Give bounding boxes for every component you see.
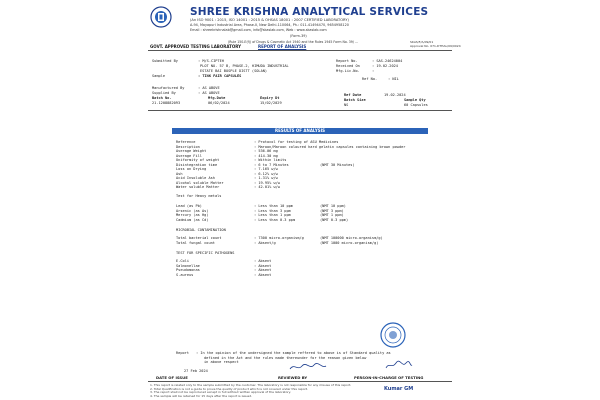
sample-value: : TINK FAIR CAPSULES (198, 74, 242, 78)
form-number: (Form-39) (290, 34, 307, 38)
pathogen-label: S.aureus (176, 272, 194, 277)
microbial-label: Total bacterial count (176, 236, 222, 240)
govt-approved-label: GOVT. APPROVED TESTING LABORATORY (150, 44, 242, 49)
pathogen-label: Pseudomonas (176, 268, 200, 272)
result-label: Description (176, 144, 200, 149)
pathogen-value: : Absent (254, 259, 272, 263)
microbial-value: : 7300 micro-organism/g (254, 236, 304, 240)
microbial-spec: (NMT 100000 micro-organism/g) (320, 236, 383, 240)
remark-label: Report (176, 351, 189, 355)
pathogen-title: TEST FOR SPECIFIC PATHOGENS (176, 251, 235, 255)
heavy-metal-label: Mercury (as Hg) (176, 213, 209, 217)
heavy-metals-title: Test for Heavy metals (176, 194, 222, 198)
address-line-2: ESTATE BAI BOSPLE DISTT (SOLAN) (200, 69, 268, 73)
heavy-metal-label: Arsenic (as As) (176, 208, 209, 213)
ref-no-label: Ref No. (362, 77, 378, 81)
pathogen-value: : Absent (254, 263, 272, 268)
heavy-metal-value: : Less than 0.3 ppm (254, 217, 296, 222)
license-line: (Rule 150-E(f)) of Drugs & Cosmetic Act 1940 and the Rules 1945 Form No. 39/ ... (228, 40, 358, 44)
date-of-issue-label: DATE OF ISSUE (156, 375, 188, 380)
header-divider (148, 50, 452, 51)
address-line-1: PLOT NO. 57 B, PHASE-2, HIMUDA INDUSTRIAL (200, 64, 289, 68)
issue-date: 27 Feb 2024 (184, 369, 208, 373)
footer-note: 3. The report shall not be reproduced except in full without written approval of the laboratory. (150, 390, 291, 394)
sample-qty-value: 60 Capsules (404, 103, 428, 107)
certification-line: (An ISO 9001 : 2015, ISO 14001 : 2015 & OHSAS 18001 : 2007 CERTIFIED LABORATORY) (190, 18, 349, 22)
result-value: : 7.165 w/w (254, 167, 278, 171)
pathogen-label: Salmonellae (176, 263, 200, 268)
result-value: : 414.30 mg (254, 153, 278, 158)
manufactured-by-value: : AS ABOVE (198, 86, 220, 90)
result-label: Water soluble Matter (176, 185, 220, 189)
expiry-date-value: 15/02/2029 (260, 101, 282, 105)
result-label: Acid Insoluble Ash (176, 176, 215, 180)
footer-divider (148, 381, 452, 382)
heavy-metal-label: Cadmium (as Cd) (176, 217, 209, 222)
heavy-metal-label: Lead (as Pb) (176, 204, 202, 208)
submitted-by-label: Submitted By (152, 59, 178, 63)
info-divider (148, 110, 452, 111)
submitted-by-value: : M/S.CIPTEH (198, 59, 224, 63)
report-no-label: Report No. (336, 59, 358, 63)
remark-line-3: in above respect (204, 360, 239, 364)
result-value: : 536.06 mg (254, 149, 278, 153)
result-value: : Within limits (254, 158, 287, 162)
result-value: : Maroon/Maroon coloured hard gelatin capsules containing brown powder (254, 144, 406, 149)
result-label: Disintegration time (176, 162, 218, 167)
mfg-lic-label: Mfg.Lic.No. (336, 69, 360, 73)
remark-line-2: defined in the Act and the rules made thereunder for the reason given below (204, 355, 367, 360)
pathogen-value: : Absent (254, 268, 272, 272)
supplied-by-label: Supplied By (152, 91, 176, 95)
company-logo-icon (150, 6, 172, 28)
company-contact: Email : shreekrishnalab@gmail.com, info@skaslab.com, Web : www.skaslab.com (190, 28, 327, 32)
pathogen-value: : Absent (254, 272, 272, 277)
result-value: : 1.31% w/w (254, 176, 278, 180)
result-value: : 6.12% w/w (254, 171, 278, 176)
manufactured-by-label: Manufactured By (152, 86, 185, 90)
doc-code: SKAS/F/A/09/01 (410, 40, 434, 44)
company-name: SHREE KRISHNA ANALYTICAL SERVICES (190, 6, 429, 18)
heavy-metal-value: : Less than 10 ppm (254, 204, 293, 208)
expiry-date-label: Expiry Dt (260, 96, 280, 100)
result-spec: (NMT 30 Minutes) (320, 162, 355, 167)
sample-qty-label: Sample Qty (404, 98, 426, 102)
signatory-name: Kumar GM (384, 386, 414, 392)
supplied-by-value: : AS ABOVE (198, 91, 220, 95)
result-label: Alcohol soluble Matter (176, 180, 224, 185)
report-title: REPORT OF ANALYSIS (258, 44, 307, 49)
microbial-title: MICROBIAL CONTAMINATION (176, 228, 226, 232)
laboratory-seal-icon (380, 322, 406, 348)
heavy-metal-spec: (NMT 3 ppm) (320, 208, 344, 213)
ref-date-label: Ref Date (344, 93, 362, 97)
ref-no-value: : NIL (388, 77, 399, 81)
microbial-spec: (NMT 1000 micro-organism/g) (320, 240, 379, 245)
microbial-label: Total fungal count (176, 240, 215, 245)
batch-no-value: 21-1208882093 (152, 101, 181, 105)
received-on-value: : 19.02.2024 (372, 64, 398, 68)
ref-date-value: 19-02-2024 (384, 93, 406, 97)
pathogen-label: E.Coli (176, 259, 189, 263)
mfg-date-value: 06/02/2024 (208, 101, 230, 105)
result-label: Uniformity of weight (176, 158, 220, 162)
heavy-metal-spec: (NMT 10 ppm) (320, 204, 346, 208)
result-label: Reference (176, 140, 196, 144)
result-value: : 42.01% w/w (254, 185, 280, 189)
footer-note: 1. This report is related only to the sample submitted by the customer. The laboratory is not responsible for any misuse of this report. (150, 383, 352, 387)
batch-size-label: Batch Size (344, 98, 366, 102)
footer-note: 2. Total Qualification is not a guide to prove the quality of product which is not covered under this report. (150, 386, 309, 391)
batch-no-label: Batch No. (152, 96, 172, 100)
mfg-date-label: Mfg.Date (208, 96, 226, 100)
result-label: Ash (176, 171, 183, 176)
incharge-signature-icon (384, 360, 414, 370)
heavy-metal-spec: (NMT 0.3 ppm) (320, 217, 349, 222)
report-no-value: : SAS-24624004 (372, 59, 403, 63)
footer-note: 4. The sample will be retained for 15 days after the report is issued. (150, 393, 253, 398)
microbial-value: : Absent/g (254, 240, 276, 245)
reviewed-by-label: REVIEWED BY (278, 375, 308, 380)
heavy-metal-value: : Less than 1 ppm (254, 213, 291, 217)
sample-label: Sample (152, 74, 165, 78)
result-label: Average Fill (176, 153, 202, 158)
result-label: Loss on Drying (176, 167, 207, 171)
reviewer-signature-icon (288, 362, 328, 372)
batch-size-value: NS (344, 103, 349, 107)
result-value: : 19.95% w/w (254, 180, 280, 185)
received-on-label: Received On (336, 64, 360, 68)
company-address: A-94, Mayapuri Industrial Area, Phase-II, New Delhi-110064, Ph.: 011-41494470, 9654958120 (190, 23, 349, 27)
heavy-metal-value: : Less than 3 ppm (254, 208, 291, 213)
mfg-lic-value: : (372, 69, 375, 73)
results-header: RESULTS OF ANALYSIS (172, 128, 428, 134)
person-incharge-label: PERSON-IN-CHARGE OF TESTING (354, 375, 424, 380)
result-value: : 6 to 7 Minutes (254, 162, 289, 167)
heavy-metal-spec: (NMT 1 ppm) (320, 213, 344, 217)
result-label: Average Weight (176, 149, 207, 153)
approval-number: Approval No. 071-DTHAL/09/0024 (410, 44, 461, 48)
report-document (148, 4, 461, 398)
result-value: : Protocol for testing of ASU Medicines (254, 140, 339, 144)
remark-line-1: : In the opinion of the undersigned the sample reffered to above is of Standard quality as (196, 351, 391, 355)
